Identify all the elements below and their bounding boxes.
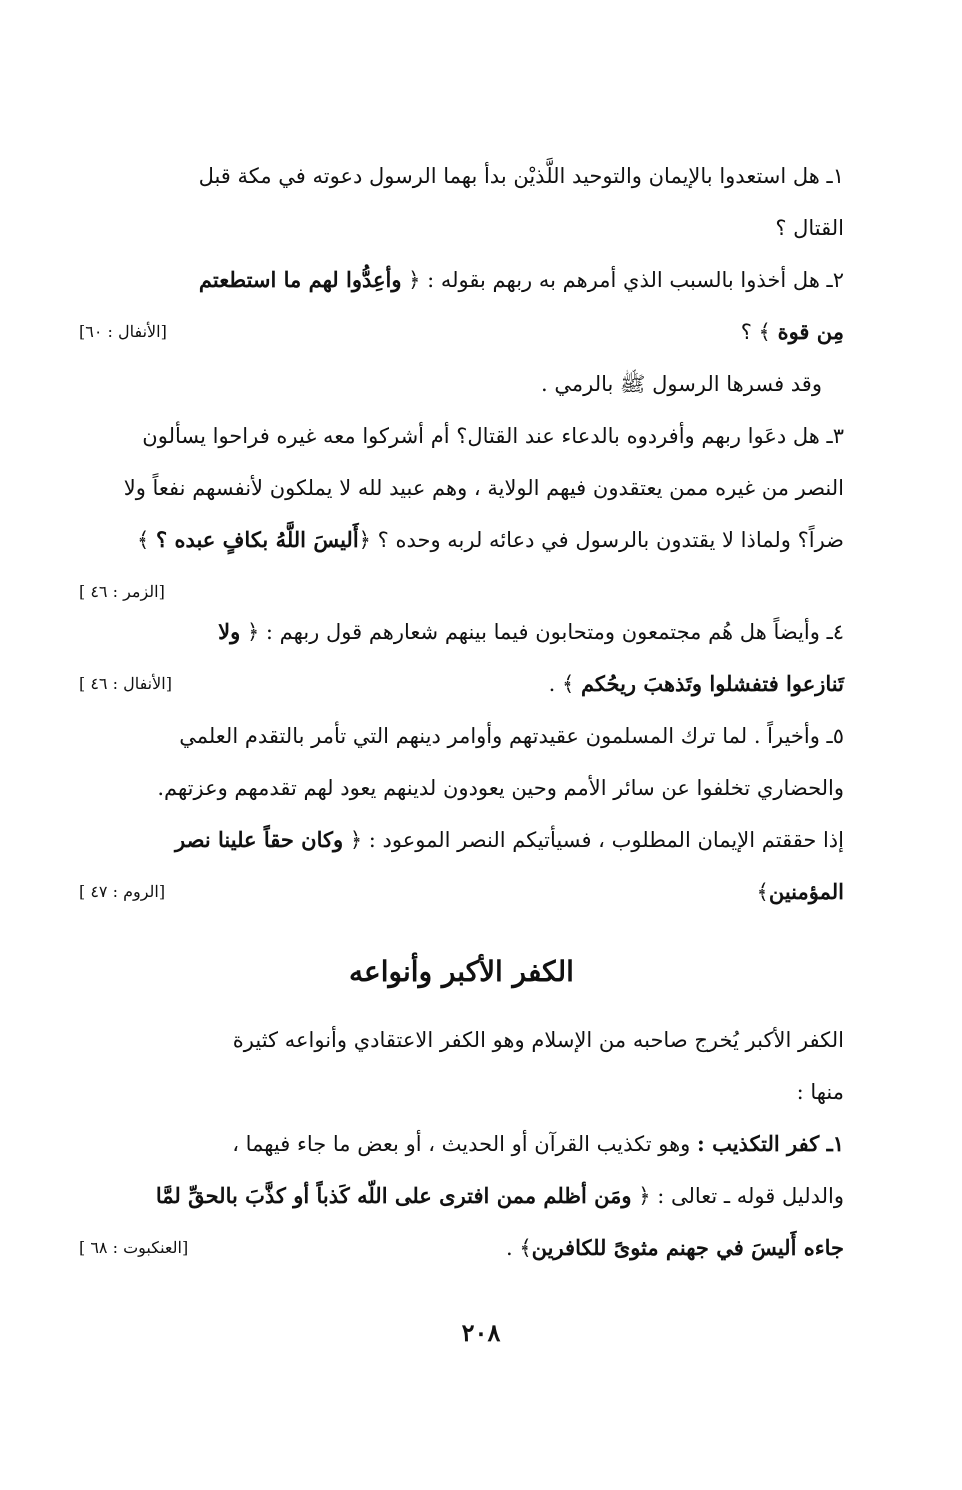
text-segment: ٢ـ هل أخذوا بالسبب الذي أمرهم به ربهم بقوله : ﴿	[408, 268, 844, 292]
text-segment: ﴾ ؟	[740, 320, 771, 344]
page-content	[79, 150, 844, 1274]
text-segment: وهو تكذيب القرآن أو الحديث ، أو بعض ما جاء فيهما ،	[232, 1132, 691, 1156]
page-number: ٢٠٨	[461, 1318, 501, 1347]
paragraph-1	[79, 150, 844, 254]
quran-quote: جاءه أَليسَ في جهنم مثوىً للكافرين	[531, 1235, 844, 1260]
text-line	[79, 514, 844, 566]
text-line: وقد فسرها الرسول ﷺ بالرمي .	[541, 372, 822, 396]
text-segment: ﴾	[136, 528, 150, 552]
text-segment: إذا حققتم الإيمان المطلوب ، فسيأتيكم النصر الموعود : ﴿	[349, 828, 844, 852]
text-segment: ضراً؟ ولماذا لا يقتدون بالرسول في دعائه لربه وحده ؟ ﴿	[358, 528, 844, 552]
text-segment: ﴾	[756, 880, 769, 904]
paragraph-4	[79, 606, 844, 710]
text-line	[79, 606, 844, 658]
text-line	[79, 814, 844, 866]
quran-quote: وكان حقاً علينا نصر	[175, 827, 344, 852]
text-line	[79, 306, 844, 358]
text-line	[79, 254, 844, 306]
text-line	[79, 658, 844, 710]
item-label: ١ـ كفر التكذيب :	[697, 1131, 844, 1156]
text-segment: ٤ـ وأيضاً هل هُم مجتمعون ومتحابون فيما بينهم شعارهم قول ربهم : ﴿	[246, 620, 844, 644]
paragraph-6	[79, 814, 844, 918]
text-line: ٣ـ هل دعَوا ربهم وأفردوه بالدعاء عند القتال؟ أم أشركوا معه غيره فراحوا يسألون	[142, 424, 844, 448]
text-line	[79, 1222, 844, 1274]
text-line: القتال ؟	[775, 216, 844, 240]
section-title: الكفر الأكبر وأنواعه	[349, 955, 574, 988]
text-line: الكفر الأكبر يُخرج صاحبه من الإسلام وهو الكفر الاعتقادي وأنواعه كثيرة	[232, 1028, 844, 1052]
quran-quote: تَنازعوا فتفشلوا وتَذهبَ ريحُكم	[580, 671, 844, 696]
text-segment: والدليل قوله ـ تعالى : ﴿	[638, 1184, 844, 1208]
text-line: النصر من غيره ممن يعتقدون فيهم الولاية ، وهم عبيد لله لا يملكون لأنفسهم نفعاً ولا	[123, 476, 844, 500]
quran-quote: ولا	[218, 619, 241, 644]
paragraph-7	[79, 1014, 844, 1118]
paragraph-8	[79, 1118, 844, 1274]
text-line	[79, 866, 844, 918]
quran-quote: المؤمنين	[768, 879, 844, 904]
text-line	[79, 1118, 844, 1170]
quran-quote: وأعِدُّوا لهم ما استطعتم	[198, 267, 402, 292]
verse-reference: [الأنفال : ٤٦ ]	[79, 674, 172, 693]
verse-reference: [العنكبوت : ٦٨ ]	[79, 1238, 189, 1257]
paragraph-5	[79, 710, 844, 814]
text-line	[79, 566, 844, 606]
text-segment: ﴾ .	[548, 672, 575, 696]
text-segment: ﴾ .	[505, 1236, 532, 1260]
text-line: منها :	[796, 1080, 844, 1104]
text-line: والحضاري تخلفوا عن سائر الأمم وحين يعودون لدينهم يعود لهم تقدمهم وعزتهم.	[157, 776, 844, 800]
text-line	[79, 1170, 844, 1222]
verse-reference: [الأنفال : ٦٠]	[79, 322, 167, 341]
quran-quote: أَليسَ اللَّهُ بكافٍ عبده ؟	[155, 527, 359, 552]
text-line: ٥ـ وأخيراً . لما ترك المسلمون عقيدتهم وأوامر دينهم التي تأمر بالتقدم العلمي	[179, 724, 844, 748]
verse-reference: [الزمر : ٤٦ ]	[79, 582, 165, 601]
quran-quote: ومَن أظلم ممن افترى على اللّه كَذباً أو كذَّبَ بالحقِّ لمَّا	[155, 1183, 632, 1208]
paragraph-2	[79, 254, 844, 410]
quran-quote: مِن قوة	[777, 319, 844, 344]
verse-reference: [الروم : ٤٧ ]	[79, 882, 166, 901]
paragraph-3	[79, 410, 844, 606]
text-line: ١ـ هل استعدوا بالإيمان والتوحيد اللَّذيْن بدأ بهما الرسول دعوته في مكة قبل	[198, 164, 844, 188]
